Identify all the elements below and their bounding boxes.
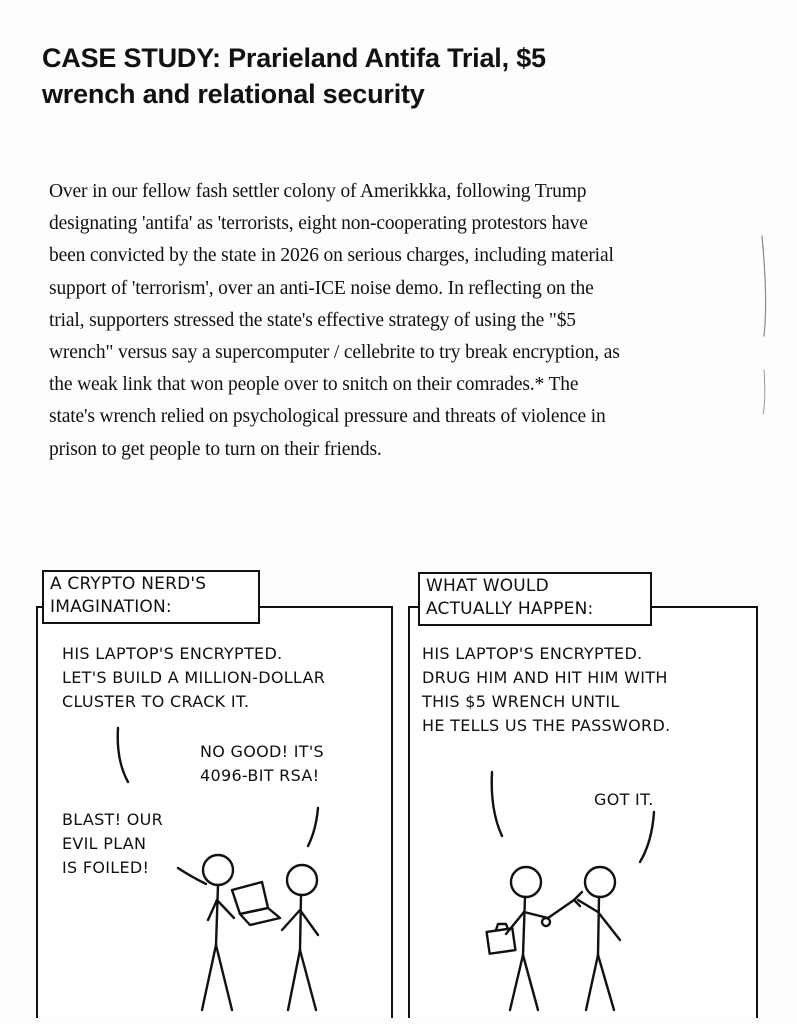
speech-line: EVIL PLAN	[62, 834, 147, 853]
paragraph-line: been convicted by the state in 2026 on serious charges, including material	[49, 245, 614, 267]
speech-line: 4096-BIT RSA!	[200, 766, 320, 785]
paragraph-line: Over in our fellow fash settler colony of Amerikkka, following Trump	[49, 181, 587, 202]
panel1-speech-right	[200, 740, 324, 788]
paragraph-line: wrench" versus say a supercomputer / cellebrite to try break encryption, as	[49, 342, 620, 364]
speech-line: GOT IT.	[594, 790, 654, 809]
panel2-caption	[418, 572, 652, 626]
intro-paragraph	[49, 176, 761, 466]
caption-line: IMAGINATION:	[50, 597, 172, 617]
page-title	[42, 40, 742, 112]
paragraph-line: designating 'antifa' as 'terrorists, eight non-cooperating protestors have	[49, 213, 588, 235]
title-line-1: CASE STUDY: Prarieland Antifa Trial, $5	[42, 43, 546, 73]
speech-line: CLUSTER TO CRACK IT.	[62, 692, 250, 711]
paragraph-line: support of 'terrorism', over an anti-ICE noise demo. In reflecting on the	[49, 277, 594, 299]
title-line-2: wrench and relational security	[42, 79, 425, 109]
speech-line: HIS LAPTOP'S ENCRYPTED.	[422, 644, 643, 663]
speech-line: HIS LAPTOP'S ENCRYPTED.	[62, 644, 283, 663]
panel1-speech-top	[62, 642, 325, 714]
paragraph-line: trial, supporters stressed the state's effective strategy of using the "$5	[49, 309, 576, 331]
speech-line: LET'S BUILD A MILLION-DOLLAR	[62, 668, 326, 687]
caption-line: ACTUALLY HAPPEN:	[426, 599, 594, 619]
speech-line: IS FOILED!	[62, 858, 150, 877]
panel2-speech-right	[594, 788, 654, 812]
speech-line: NO GOOD! IT'S	[200, 742, 325, 761]
speech-line: DRUG HIM AND HIT HIM WITH	[422, 668, 668, 687]
panel2-speech-top	[422, 642, 670, 738]
speech-line: THIS $5 WRENCH UNTIL	[422, 692, 620, 711]
paragraph-line: prison to get people to turn on their friends.	[49, 438, 382, 460]
caption-line: A CRYPTO NERD'S	[50, 574, 207, 594]
speech-line: BLAST! OUR	[62, 810, 164, 829]
paragraph-line: the weak link that won people over to snitch on their comrades.* The	[49, 374, 579, 396]
panel1-speech-left	[62, 808, 163, 880]
paragraph-line: state's wrench relied on psychological pressure and threats of violence in	[49, 406, 606, 428]
caption-line: WHAT WOULD	[426, 576, 549, 596]
panel1-caption	[42, 570, 260, 624]
speech-line: HE TELLS US THE PASSWORD.	[422, 716, 671, 735]
